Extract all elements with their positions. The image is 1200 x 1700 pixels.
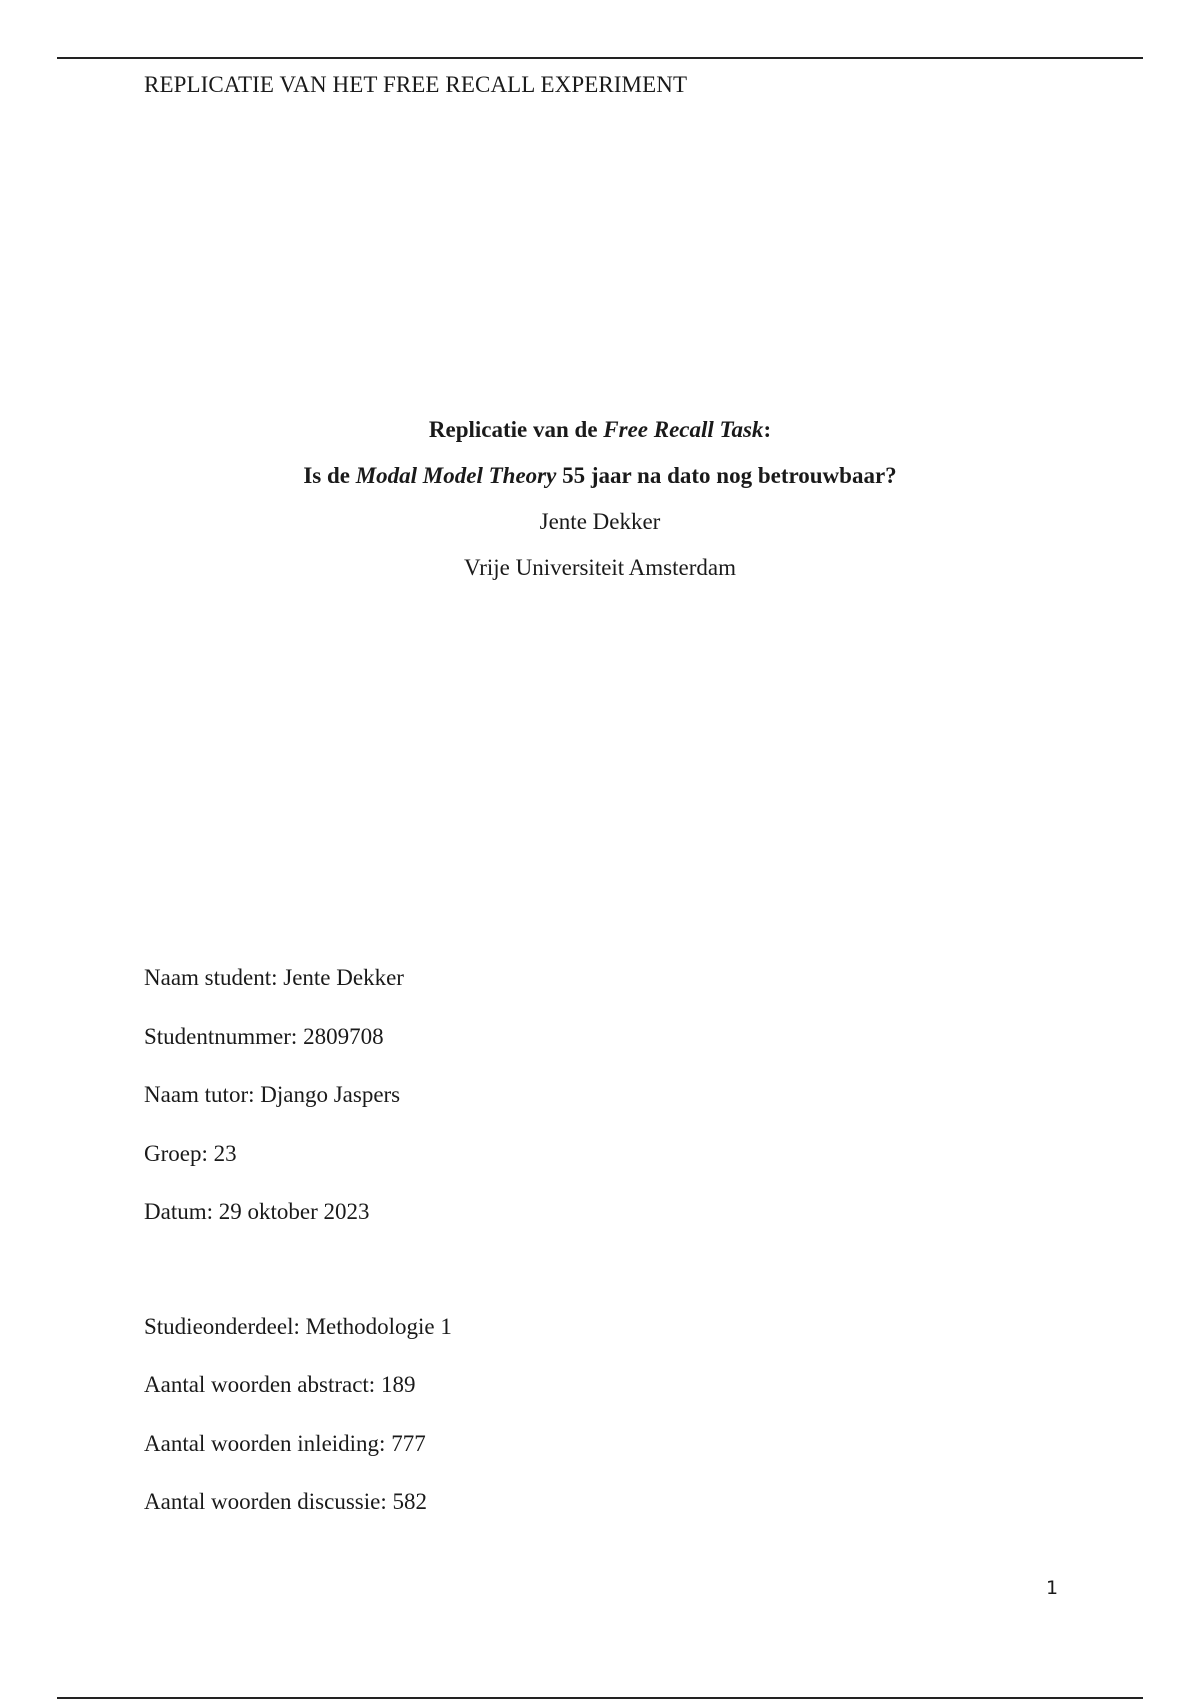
title-line-1-suffix: : [763,417,772,442]
word-count-abstract: Aantal woorden abstract: 189 [144,1372,416,1397]
header-rule [57,57,1143,59]
affiliation: Vrije Universiteit Amsterdam [463,555,736,580]
spacer [144,1256,452,1312]
title-line-2-italic: Modal Model Theory [355,463,557,488]
student-name: Naam student: Jente Dekker [144,965,404,990]
title-block [0,415,1200,599]
footer-rule [57,1697,1143,1699]
word-count-discussion: Aantal woorden discussie: 582 [144,1489,427,1514]
title-line-2 [0,461,1200,507]
date: Datum: 29 oktober 2023 [144,1199,370,1224]
student-details [144,963,452,1546]
title-line-1 [0,415,1200,461]
title-line-1-italic: Free Recall Task [603,417,764,442]
author-name: Jente Dekker [539,509,661,534]
page-number: 1 [1046,1577,1059,1599]
title-line-2-prefix: Is de [303,463,356,488]
title-line-1-prefix: Replicatie van de [428,417,604,442]
student-number: Studentnummer: 2809708 [144,1023,384,1049]
word-count-introduction: Aantal woorden inleiding: 777 [144,1430,426,1456]
group: Groep: 23 [144,1140,237,1166]
course: Studieonderdeel: Methodologie 1 [144,1313,452,1339]
title-line-2-suffix: 55 jaar na dato nog betrouwbaar? [556,463,897,488]
running-head: REPLICATIE VAN HET FREE RECALL EXPERIMENT [144,72,688,97]
tutor-name: Naam tutor: Django Jaspers [144,1082,401,1107]
